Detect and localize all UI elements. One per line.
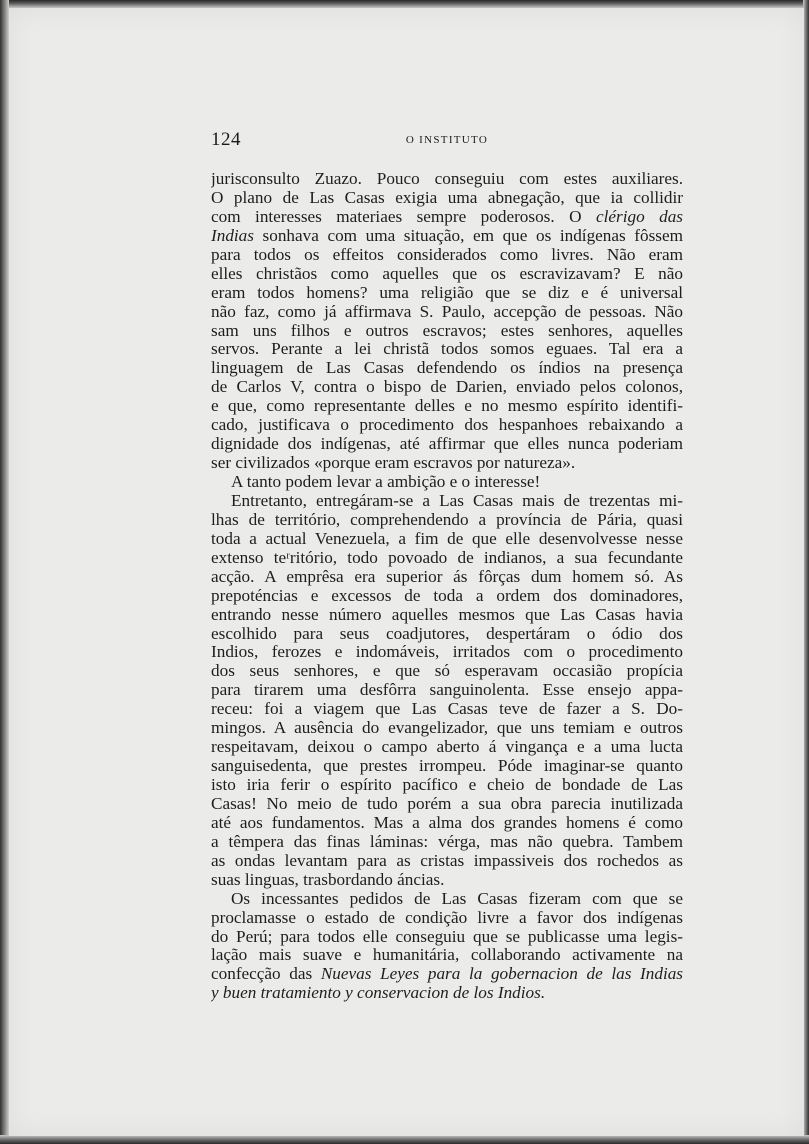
text-line: Casas! No meio de tudo porém a sua obra parecia inutilizada — [211, 794, 683, 813]
running-header — [211, 129, 683, 153]
text-line: servos. Perante a lei christã todos somos eguaes. Tal era a — [211, 340, 683, 359]
text-line: acção. A emprêsa era superior ás fôrças dum homem só. As — [211, 567, 683, 586]
italic-phrase: Indias — [211, 226, 254, 245]
text-line: Entretanto, entregáram-se a Las Casas mais de trezentas mi- — [231, 491, 683, 510]
text-line: lação mais suave e humanitária, collaborando activamente na — [211, 946, 683, 965]
text-line: jurisconsulto Zuazo. Pouco conseguiu com estes auxiliares. — [211, 170, 683, 188]
text-line: respeitavam, deixou o campo aberto á vingança e a uma lucta — [211, 738, 683, 757]
text-segment: com interesses materiaes sempre poderosos. O — [211, 207, 596, 226]
scan-edge-bottom — [0, 1135, 809, 1144]
italic-phrase: clérigo das — [595, 207, 683, 226]
text-line: ser civilizados «porque eram escravos por natureza». — [211, 454, 576, 473]
text-line: elles christãos como aquelles que os escravizavam? E não — [211, 264, 683, 283]
text-line — [211, 208, 683, 227]
text-line: do Perú; para todos elle conseguiu que se publicasse uma legis- — [211, 927, 683, 946]
text-line: até aos fundamentos. Mas a alma dos grandes homens é como — [211, 813, 683, 832]
journal-title: O INSTITUTO — [405, 134, 489, 146]
text-line: receu: foi a viagem que Las Casas teve de fazer a S. Do- — [211, 700, 683, 719]
text-line: extenso teʳritório, todo povoado de indianos, a sua fecundante — [211, 548, 683, 567]
text-line: lhas de território, comprehendendo a província de Pária, quasi — [211, 510, 683, 529]
italic-phrase: Nuevas Leyes para la gobernacion de las Indias — [320, 965, 683, 984]
text-line: isto iria ferir o espírito pacífico e cheio de bondade de Las — [211, 776, 683, 794]
page-number: 124 — [211, 129, 241, 150]
text-line: toda a actual Venezuela, a fim de que elle desenvolvesse nesse — [211, 529, 683, 548]
text-line: proclamasse o estado de condição livre a favor dos indígenas — [211, 908, 683, 927]
text-line: prepoténcias e excessos de toda a ordem dos dominadores, — [211, 586, 683, 605]
text-line: sam uns filhos e outros escravos; estes senhores, aquelles — [211, 321, 683, 340]
scan-edge-top — [0, 0, 809, 8]
text-line: A tanto podem levar a ambição e o interesse! — [231, 473, 541, 491]
text-line: para tirarem uma desfôrra sanguinolenta. Esse ensejo appa- — [211, 681, 683, 700]
text-line: não faz, como já affirmava S. Paulo, accepção de pessoas. Não — [211, 302, 683, 321]
body-text — [211, 170, 683, 1003]
text-line — [211, 984, 683, 1003]
italic-phrase: y buen tratamiento y conservacion de los Indios. — [211, 984, 546, 1003]
text-line: escolhido para seus coadjutores, despertáram o ódio dos — [211, 624, 683, 643]
text-line: dos seus senhores, e que só esperavam occasião propícia — [211, 662, 683, 681]
text-line — [211, 227, 683, 246]
text-line: eram todos homens? uma religião que se diz e é universal — [211, 283, 683, 302]
text-line: suas linguas, trasbordando áncias. — [211, 870, 445, 889]
text-line: Os incessantes pedidos de Las Casas fizeram com que se — [231, 889, 683, 908]
text-line: cado, justificava o procedimento dos hespanhoes rebaixando a — [211, 416, 683, 435]
text-line: dignidade dos indígenas, até affirmar que elles nunca poderiam — [211, 435, 683, 454]
text-line: as ondas levantam para as cristas impassiveis dos rochedos as — [211, 851, 683, 870]
text-line: O plano de Las Casas exigia uma abnegação, que ia collidir — [211, 188, 683, 207]
text-line: Indios, ferozes e indomáveis, irritados com o procedimento — [211, 643, 683, 662]
text-line: entrando nesse número aquelles mesmos que Las Casas havia — [211, 605, 683, 624]
text-line: a têmpera das finas láminas: vérga, mas não quebra. Tambem — [211, 832, 683, 851]
text-segment: sonhava com uma situação, em que os indígenas fôssem — [253, 226, 683, 245]
text-line: sanguisedenta, que prestes irrompeu. Póde imaginar-se quanto — [211, 757, 683, 776]
text-line: mingos. A ausência do evangelizador, que uns temiam e outros — [211, 719, 683, 738]
text-line: de Carlos V, contra o bispo de Darien, enviado pelos colonos, — [211, 378, 683, 397]
text-segment: confecção das — [211, 965, 321, 984]
text-line: e que, como representante delles e no mesmo espírito identifi- — [211, 397, 683, 416]
scan-edge-left — [0, 0, 9, 1144]
text-line: linguagem de Las Casas defendendo os índios na presença — [211, 359, 683, 378]
text-line — [211, 965, 683, 984]
text-line: para todos os effeitos considerados como livres. Não eram — [211, 245, 683, 264]
